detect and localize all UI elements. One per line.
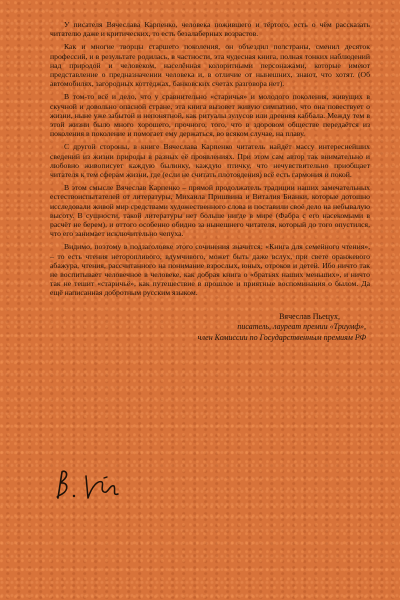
paragraph: У писателя Вячеслава Карпенко, человека пожившего и тёртого, есть о чём рассказать читателю даже и критических, то есть безалаберных возрастов. bbox=[50, 20, 370, 39]
author-credit bbox=[50, 312, 370, 344]
author-role: писатель, лауреат премии «Триумф», bbox=[237, 322, 366, 332]
paragraph: Как и многие творцы старшего поколения, он объездил полстраны, сменил десяток профессий, и в результате родилась, в частности, эта чудесная книга, полная тонких наблюдений над природой и человеком, населённая колоритными персонажами, которые имеют представление о предназначении человека и, в отличие от нынешних, знают, что хотят. (Об автомобилях, загородных коттеджах, банковских счетах разговора нет). bbox=[50, 42, 370, 89]
handwritten-signature bbox=[52, 468, 132, 502]
review-text bbox=[50, 20, 370, 298]
paragraph: С другой стороны, в книге Вячеслава Карпенко читатель найдёт массу интереснейших сведений из жизни природы в разных её проявлениях. При этом сам автор так внимательно и любовно живописует каждую былинку, каждую птичку, что нечувствительно приобщает читателя к тем сферам жизни, где (если не считать плотоядения) всё есть гармония и покой. bbox=[50, 142, 370, 180]
author-name: Вячеслав Пьецух, bbox=[279, 311, 340, 321]
paragraph: В том-то всё и дело, что у сравнительно «старичья» и молодого поколения, живущих в скучной и довольно опасной стране, эта книга вызовет живую симпатию, что она повествует о жизни, ныне уже забытой и непонятной, как ритуалы зулусов или древняя каббала. Между тем в этой жизни было много хорошего, прочного, того, что в здоровом обществе передаётся из поколения в поколение и помогает ему держаться, во всяком случае, на плаву. bbox=[50, 92, 370, 139]
paragraph: Видимо, поэтому в подзаголовке этого сочинения значится: «Книга для семейного чтения», – то есть чтения неторопливого, вдумчивого, может быть даже вслух, при свете оранжевого абажура, чтения, рассчитанного на понимание взрослых, юных, отроков и детей. Ибо ничто так не воспитывает человечное в человеке, как добрая книга о «братьях наших меньших», и ничто так не тешит «старичьё», как путешествие в прошлое и приятные воспоминания о былом. Да ещё написанная добротным русским языком. bbox=[50, 242, 370, 298]
author-role: член Комиссии по Государственным премиям РФ bbox=[197, 332, 366, 342]
paragraph: В этом смысле Вячеслав Карпенко – прямой продолжатель традиции наших замечательных естествоиспытателей от литературы, Михаила Пришвина и Виталия Бианки, которые дотошно исследовали живой мир средствами художественного слова и поставили своё дело на небывалую высоту. В сущности, такой литературы нет больше нигде в мире (Фабра с его насекомыми в расчёт не берем), и оттого особенно обидно за нынешнего читателя, который до того опустился, что его занимает исключительно чепуха. bbox=[50, 183, 370, 239]
